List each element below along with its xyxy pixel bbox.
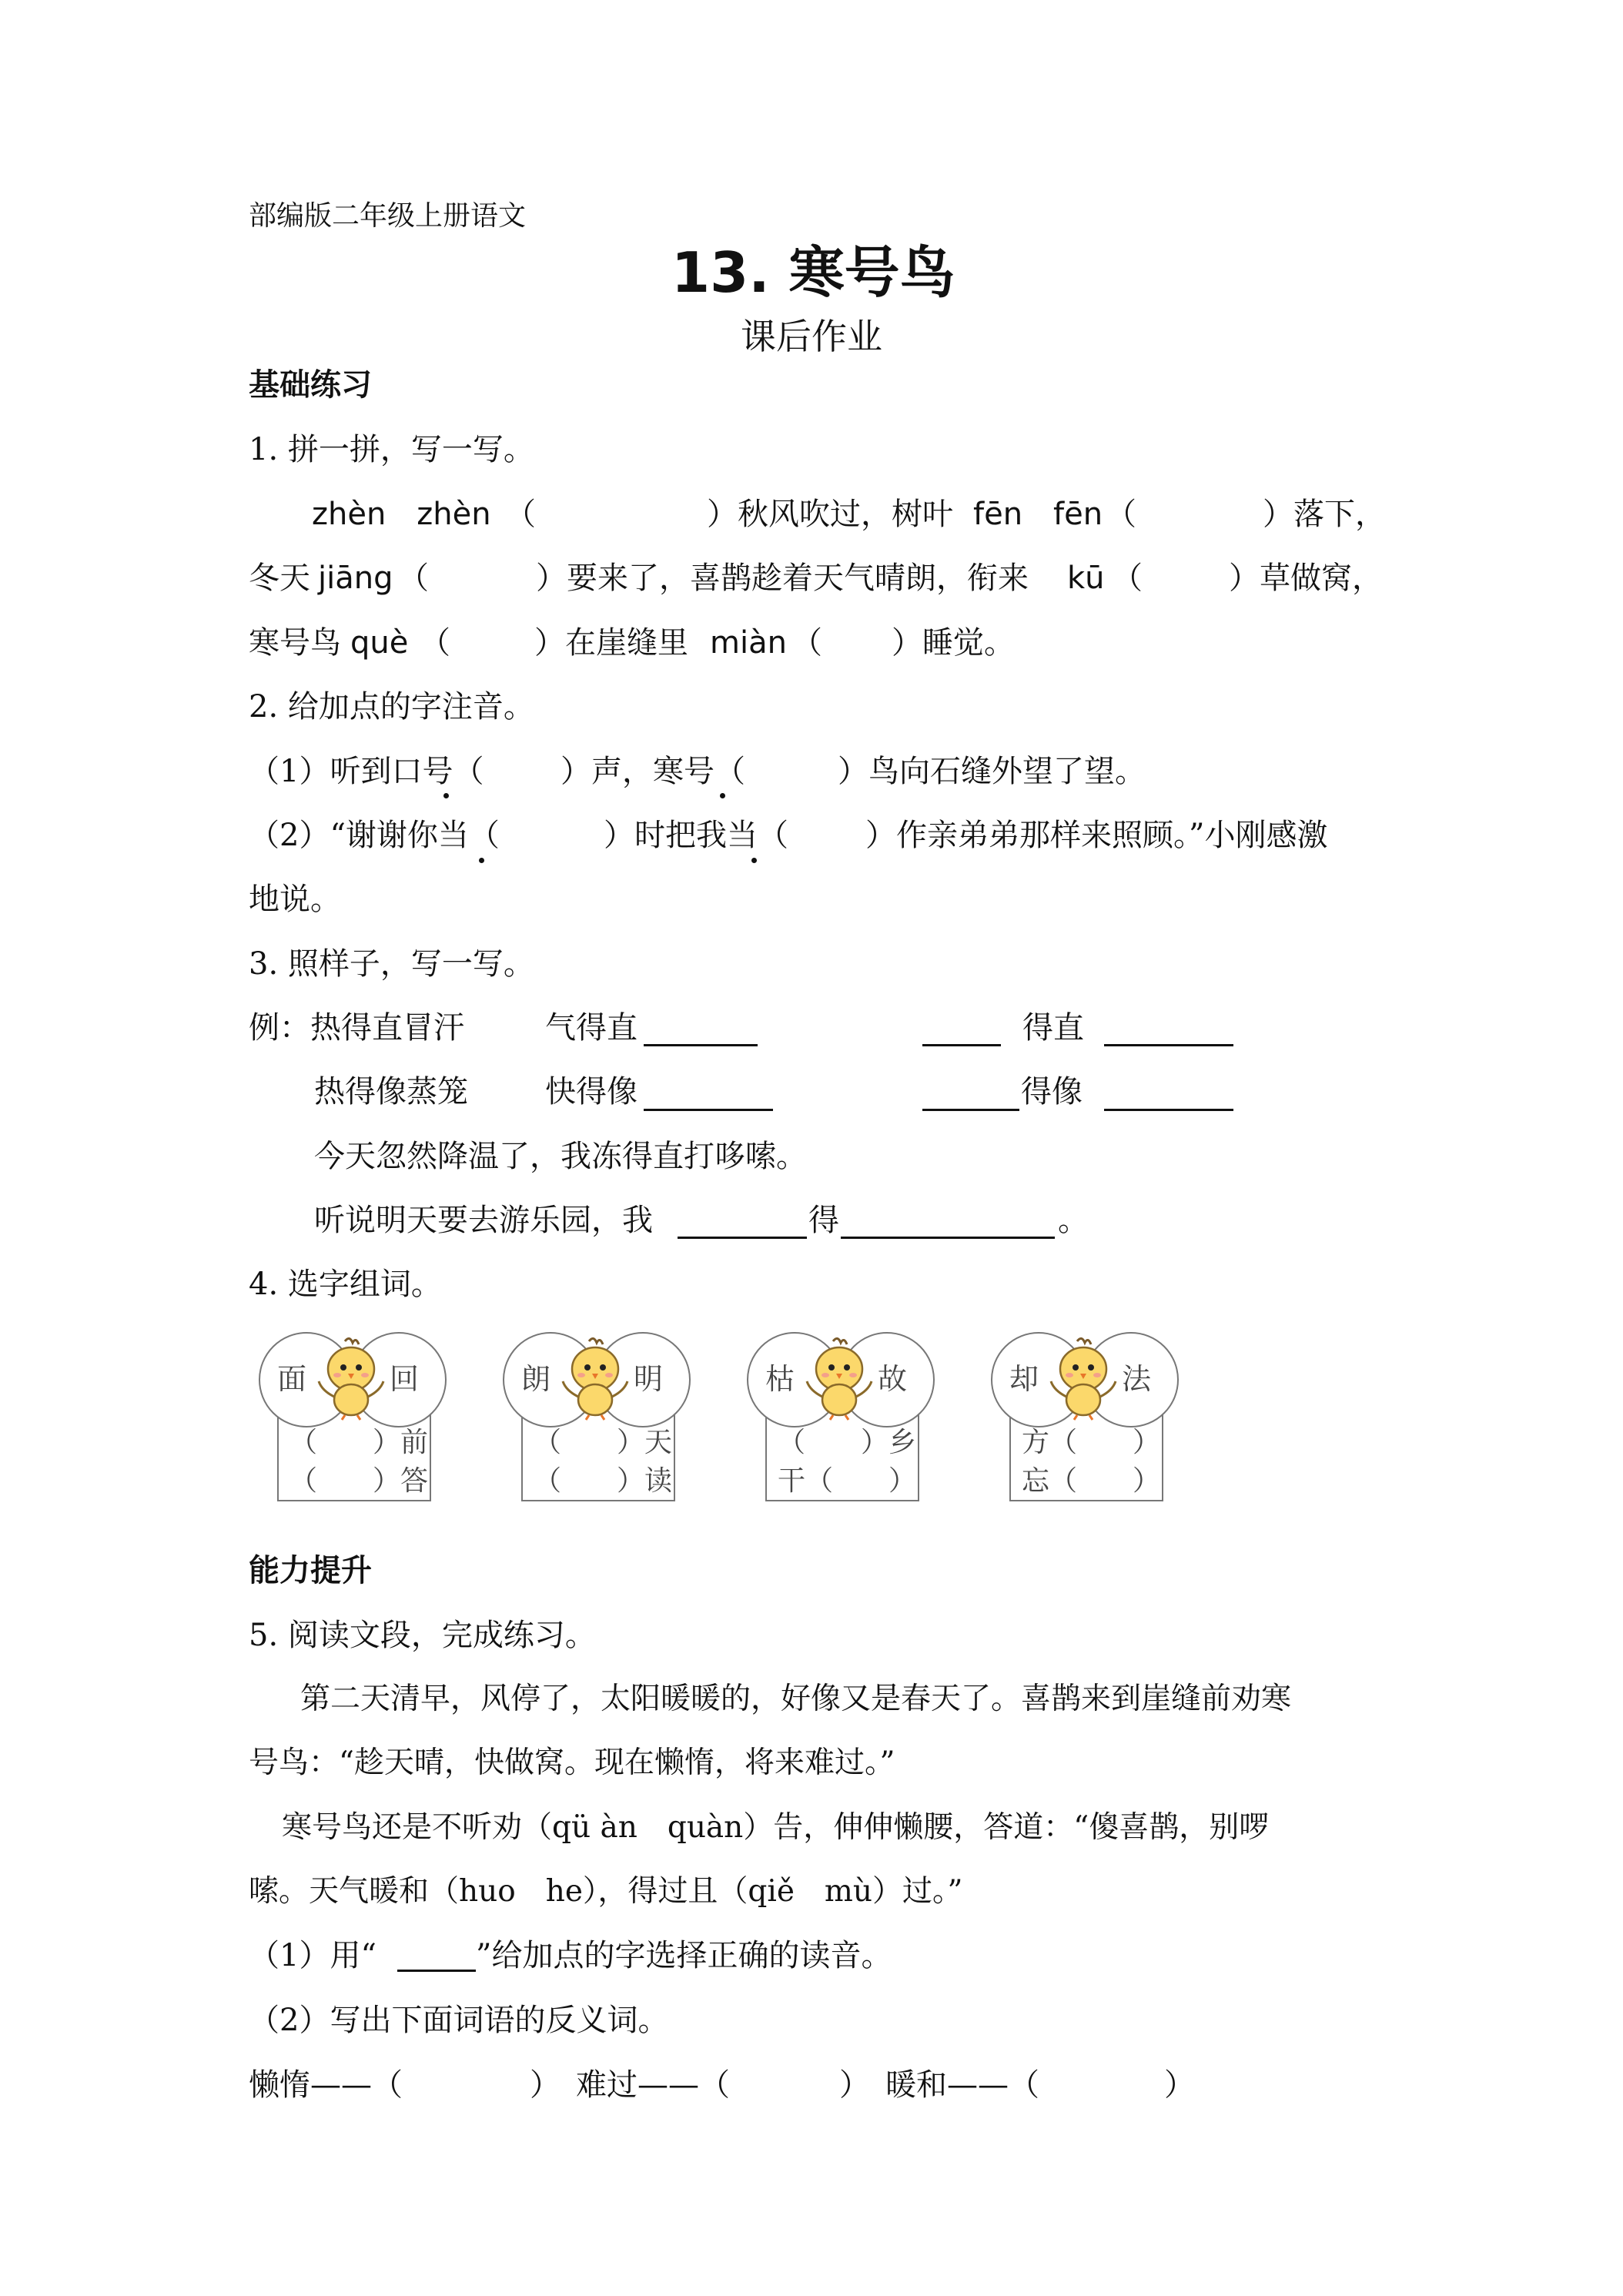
q5-sub1-b: ”给加点的字选择正确的读音。 xyxy=(476,1938,892,1973)
answer-blank[interactable] xyxy=(841,1237,1055,1239)
section-basic: 基础练习 xyxy=(249,366,372,403)
right-char: 法 xyxy=(1122,1362,1152,1396)
word-row-2 xyxy=(289,1465,429,1497)
word-row-2-a: （ ） xyxy=(289,1465,401,1497)
q1-paren-open: （ xyxy=(505,497,536,532)
answer-blank[interactable] xyxy=(644,1044,758,1046)
word-row-1-a: 方 xyxy=(1022,1427,1050,1458)
q2-line1-b: ）声，寒号（ xyxy=(561,754,745,789)
chick-icon xyxy=(558,1337,632,1421)
antonym-warm: ） 暖和——（ xyxy=(839,2067,1039,2103)
word-row-2-b: 读 xyxy=(644,1465,673,1497)
q5-para1-line1: 第二天清早，风停了，太阳暖暖的，好像又是春天了。喜鹊来到崖缝前劝寒 xyxy=(300,1682,1292,1716)
q1-pinyin-que: què xyxy=(350,625,409,661)
antonym-lazy: 懒惰——（ xyxy=(249,2067,403,2103)
q3-row3: 今天忽然降温了，我冻得直打哆嗦。 xyxy=(314,1139,807,1174)
q3-row1-b: 气得直 xyxy=(545,1010,637,1046)
word-row-1-b: 乡 xyxy=(888,1427,917,1458)
q1-paren-open: （ xyxy=(1112,561,1143,596)
q1-line1-end: ）落下， xyxy=(1263,497,1386,532)
q2-line2-b: ）时把我当（ xyxy=(604,818,788,853)
q1-line2-text: ）要来了，喜鹊趁着天气晴朗，衔来 xyxy=(536,561,1029,596)
q1-pinyin-ku: kū xyxy=(1067,561,1105,596)
page-title: 13. 寒号鸟 xyxy=(671,240,955,305)
word-row-1 xyxy=(778,1429,916,1457)
q1-line2-end: ）草做窝， xyxy=(1229,561,1383,596)
word-row-1-a: （ ） xyxy=(778,1427,889,1458)
word-row-1-b: 天 xyxy=(644,1427,673,1458)
chick-icon xyxy=(314,1337,388,1421)
q1-paren-open: （ xyxy=(791,625,822,661)
antonym-close: ） xyxy=(1164,2067,1195,2103)
q1-pinyin-jiang: jiāng xyxy=(318,561,393,596)
q2-line1-a: （1）听到口号（ xyxy=(249,754,484,789)
left-char: 却 xyxy=(1009,1362,1039,1396)
answer-blank[interactable] xyxy=(678,1237,807,1239)
word-row-1 xyxy=(289,1429,428,1457)
emphasis-dot xyxy=(479,858,484,863)
q5-sub2: （2）写出下面词语的反义词。 xyxy=(249,2003,669,2038)
answer-blank[interactable] xyxy=(1104,1044,1233,1046)
right-char: 故 xyxy=(878,1362,908,1396)
word-row-1-b: （ ） xyxy=(1049,1427,1161,1458)
word-row-1-b: 前 xyxy=(400,1427,429,1458)
q3-row2-a: 热得像蒸笼 xyxy=(314,1074,468,1110)
q2-prompt: 2. 给加点的字注音。 xyxy=(249,689,534,725)
word-row-1 xyxy=(534,1429,672,1457)
antonym-sad: ） 难过——（ xyxy=(530,2067,730,2103)
q1-paren-open: （ xyxy=(1106,497,1136,532)
q1-paren-open: （ xyxy=(420,625,450,661)
right-char: 回 xyxy=(390,1362,420,1396)
chick-icon xyxy=(1046,1337,1120,1421)
q1-line1-text: ）秋风吹过，树叶 xyxy=(707,497,953,532)
q3-row2-b: 快得像 xyxy=(545,1074,637,1110)
left-char: 枯 xyxy=(765,1362,795,1396)
chick-icon xyxy=(802,1337,876,1421)
q3-example: 例：热得直冒汗 xyxy=(249,1010,464,1046)
word-row-2-b: （ ） xyxy=(805,1465,917,1497)
q2-line2-c: ）作亲弟弟那样来照顾。”小刚感激 xyxy=(865,818,1328,853)
q1-paren-open: （ xyxy=(398,561,429,596)
left-char: 面 xyxy=(277,1362,307,1396)
word-row-2 xyxy=(1022,1465,1161,1497)
word-row-2-a: 忘 xyxy=(1022,1465,1050,1497)
q2-line1-c: ）鸟向石缝外望了望。 xyxy=(838,754,1146,789)
q2-line3: 地说。 xyxy=(249,882,341,917)
q1-pinyin-fenfen: fēn fēn xyxy=(973,497,1103,532)
q1-prompt: 1. 拼一拼，写一写。 xyxy=(249,432,534,467)
word-row-1-a: （ ） xyxy=(289,1427,401,1458)
q1-line2-start: 冬天 xyxy=(249,561,310,596)
q3-row2-c: 得像 xyxy=(1021,1074,1083,1110)
q3-row1-c: 得直 xyxy=(1022,1010,1084,1046)
word-row-2-a: （ ） xyxy=(534,1465,645,1497)
word-row-2 xyxy=(534,1465,673,1497)
q3-row4-a: 听说明天要去游乐园，我 xyxy=(314,1203,653,1238)
q5-prompt: 5. 阅读文段，完成练习。 xyxy=(249,1618,596,1653)
answer-blank[interactable] xyxy=(922,1044,1001,1046)
answer-blank[interactable] xyxy=(922,1109,1019,1111)
q1-line3-start: 寒号鸟 xyxy=(249,625,341,661)
section-advanced: 能力提升 xyxy=(249,1552,372,1588)
word-row-1 xyxy=(1022,1429,1160,1457)
answer-blank[interactable] xyxy=(1104,1109,1233,1111)
word-row-1-a: （ ） xyxy=(534,1427,645,1458)
q4-prompt: 4. 选字组词。 xyxy=(249,1267,442,1302)
q1-pinyin-mian: miàn xyxy=(710,625,787,661)
word-row-2-b: （ ） xyxy=(1049,1465,1161,1497)
series-label: 部编版二年级上册语文 xyxy=(249,200,527,232)
page-subtitle: 课后作业 xyxy=(741,316,882,357)
left-char: 朗 xyxy=(521,1362,551,1396)
q5-sub1-a: （1）用“ xyxy=(249,1938,376,1973)
q1-pinyin-zhenzhen: zhèn zhèn xyxy=(312,497,491,532)
word-row-2-a: 干 xyxy=(778,1465,806,1497)
q3-row4-b: 得 xyxy=(808,1203,839,1238)
right-char: 明 xyxy=(634,1362,664,1396)
word-row-2 xyxy=(778,1465,917,1497)
q1-line3-end: ）睡觉。 xyxy=(892,625,1015,661)
answer-blank[interactable] xyxy=(644,1109,773,1111)
emphasis-dot xyxy=(443,793,449,798)
emphasis-dot xyxy=(751,858,757,863)
q2-line2-a: （2）“谢谢你当（ xyxy=(249,818,500,853)
q5-para1-line2: 号鸟：“趁天晴，快做窝。现在懒惰，将来难过。” xyxy=(249,1745,895,1780)
q1-line3-text: ）在崖缝里 xyxy=(534,625,688,661)
answer-blank[interactable] xyxy=(397,1970,476,1972)
q5-para2-line1: 寒号鸟还是不听劝（qü àn quàn）告，伸伸懒腰，答道：“傻喜鹊，别啰 xyxy=(282,1810,1270,1845)
q3-row4-c: 。 xyxy=(1058,1203,1089,1238)
emphasis-dot xyxy=(720,793,725,798)
q3-prompt: 3. 照样子，写一写。 xyxy=(249,946,534,982)
q5-para2-line2: 嗦。天气暖和（huo he），得过且（qiě mù）过。” xyxy=(249,1874,963,1909)
word-row-2-b: 答 xyxy=(400,1465,429,1497)
